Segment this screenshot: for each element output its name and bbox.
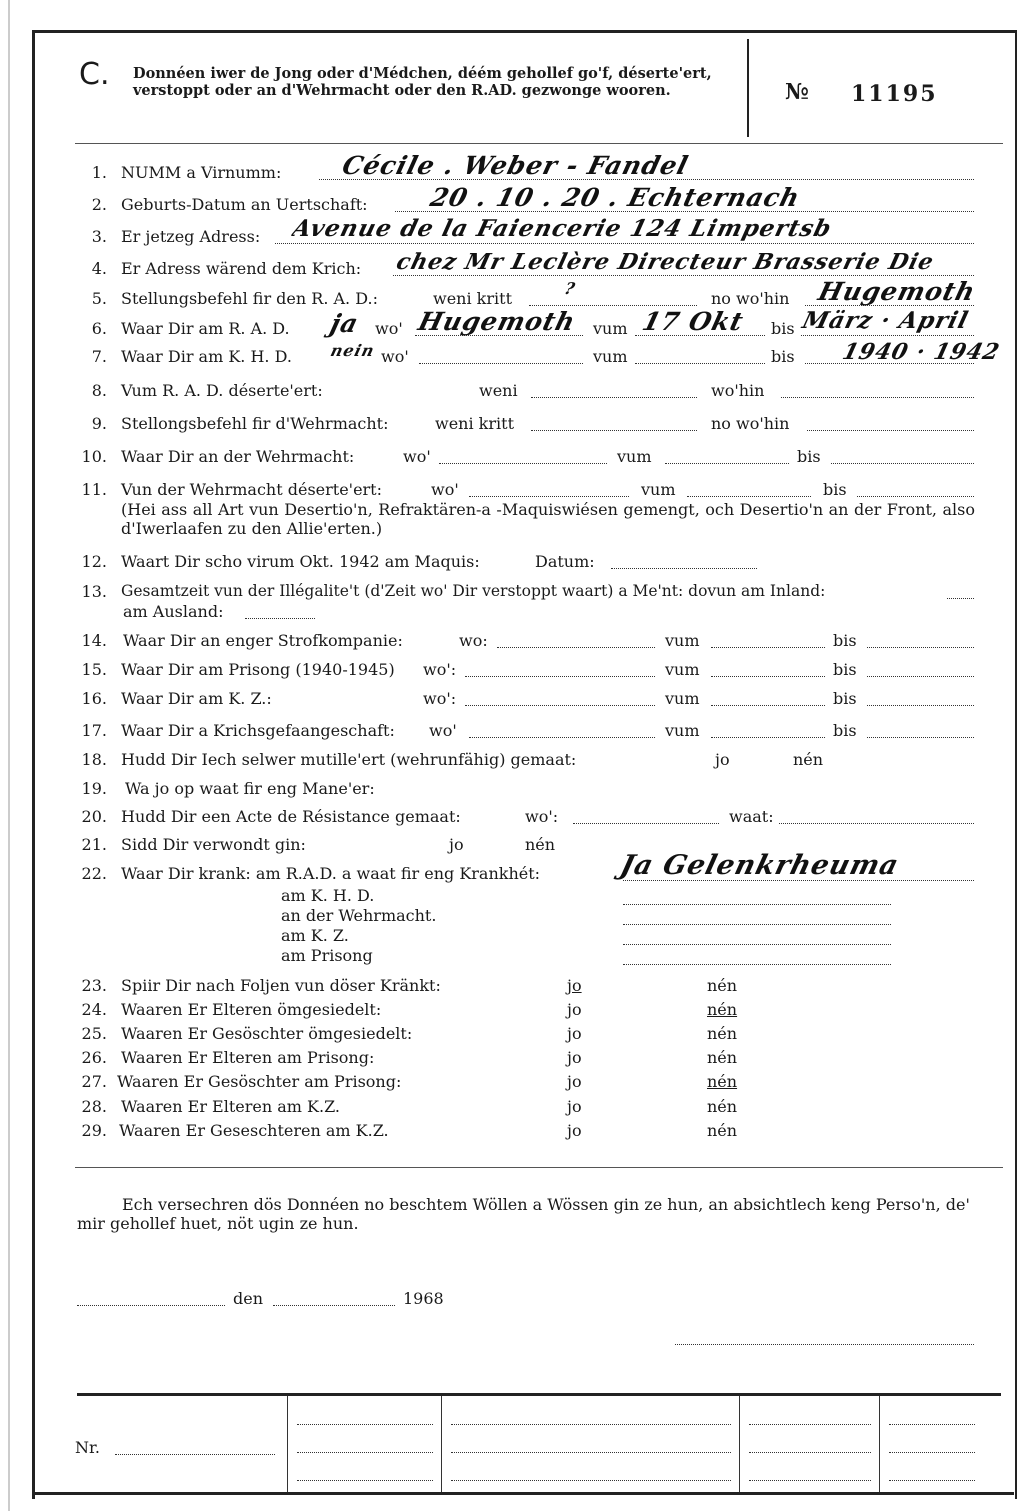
row-number: 16.: [81, 689, 107, 708]
answer-line[interactable]: [623, 948, 891, 965]
answer-line[interactable]: [245, 602, 315, 619]
scan-edge: [8, 0, 10, 1511]
footer-field[interactable]: [451, 1423, 731, 1425]
row-24: [35, 1000, 1015, 1022]
vum-label: vum: [665, 631, 700, 650]
answer-line[interactable]: [867, 689, 974, 706]
row-number: 1.: [91, 163, 107, 182]
row-number: 22.: [81, 864, 107, 883]
wo-label: wo':: [423, 689, 457, 708]
footer-field[interactable]: [451, 1479, 731, 1481]
row-number: 28.: [81, 1097, 107, 1116]
no-wohin-label: no wo'hin: [711, 289, 790, 308]
handwritten-years: 1940 · 1942: [839, 339, 1003, 365]
footer-divider: [441, 1396, 442, 1494]
no-wohin-label: no wo'hin: [711, 414, 790, 433]
row-number: 25.: [81, 1024, 107, 1043]
form-page: [32, 30, 1017, 1499]
declaration-text: Ech versechren dös Donnéen no beschtem Wöllen a Wössen gin ze hun, an absichtlech keng Perso'n, de' mir gehollef huet, nöt ugin ze hun.: [77, 1195, 970, 1233]
wo-label: wo': [429, 721, 457, 740]
row-8: [35, 381, 1015, 403]
row-label: Wa jo op waat fir eng Mane'er:: [125, 779, 375, 798]
sub-label-kz: am K. Z.: [281, 926, 349, 945]
vum-label: vum: [617, 447, 652, 466]
answer-line[interactable]: [711, 631, 825, 648]
row-label: Waaren Er Gesöschter am Prisong:: [117, 1072, 402, 1091]
answer-line[interactable]: [465, 689, 655, 706]
footer-field[interactable]: [889, 1479, 975, 1481]
answer-line[interactable]: [867, 631, 974, 648]
answer-line[interactable]: [947, 582, 974, 599]
answer-line[interactable]: [831, 447, 974, 464]
row-6: [35, 307, 1015, 341]
answer-line[interactable]: [531, 414, 697, 431]
number-symbol: №: [785, 79, 809, 105]
weni-kritt-label: weni kritt: [433, 289, 512, 308]
row-label: Stellongsbefehl fir d'Wehrmacht:: [121, 414, 389, 433]
answer-line[interactable]: [497, 631, 655, 648]
bis-label: bis: [833, 631, 857, 650]
wo-label: wo':: [525, 807, 559, 826]
answer-line[interactable]: [611, 552, 757, 569]
row-label: Waar Dir am K. Z.:: [121, 689, 272, 708]
row-2: [35, 183, 1015, 217]
answer-line[interactable]: [573, 807, 719, 824]
nen-option[interactable]: nén: [707, 976, 738, 995]
sub-label-prisong: am Prisong: [281, 946, 373, 965]
wohin-label: wo'hin: [711, 381, 765, 400]
row-27: [35, 1072, 1015, 1094]
answer-line[interactable]: [635, 347, 765, 364]
handwritten-birth: 20 . 10 . 20 . Echternach: [427, 183, 804, 212]
vum-label: vum: [641, 480, 676, 499]
den-label: den: [233, 1289, 264, 1308]
row-label: Er jetzeg Adress:: [121, 227, 261, 246]
footer-field[interactable]: [451, 1451, 731, 1453]
row-number: 19.: [81, 779, 107, 798]
answer-line[interactable]: [623, 888, 891, 905]
place-field[interactable]: [77, 1289, 225, 1306]
row-label: Waaren Er Elteren am Prisong:: [121, 1048, 375, 1067]
row-label: Waar Dir an der Wehrmacht:: [121, 447, 355, 466]
row-number: 11.: [81, 480, 107, 499]
row-number: 21.: [81, 835, 107, 854]
row-23: [35, 976, 1015, 998]
weni-label: weni: [479, 381, 518, 400]
bis-label: bis: [833, 721, 857, 740]
answer-line[interactable]: [779, 807, 974, 824]
row-14: [35, 631, 1015, 653]
jo-option[interactable]: jo: [567, 1072, 582, 1091]
row-number: 5.: [91, 289, 107, 308]
bis-label: bis: [833, 689, 857, 708]
row-label: Waar Dir krank: am R.A.D. a waat fir eng Krankhét:: [121, 864, 541, 883]
row-3: [35, 215, 1015, 249]
waat-label: waat:: [729, 807, 774, 826]
year-label: 1968: [403, 1289, 444, 1308]
row-label: Waar Dir a Krichsgefaangeschaft:: [121, 721, 395, 740]
handwritten-to: März · April: [799, 307, 972, 334]
answer-line[interactable]: [687, 480, 811, 497]
row-label: Waaren Er Geseschteren am K.Z.: [119, 1121, 389, 1140]
handwritten-from: 17 Okt: [639, 307, 747, 336]
page-bottom-border: [32, 1492, 1014, 1495]
footer-table-top: [77, 1393, 1001, 1396]
answer-line[interactable]: [781, 381, 974, 398]
row-number: 29.: [81, 1121, 107, 1140]
bis-label: bis: [797, 447, 821, 466]
jo-option[interactable]: jo: [567, 976, 582, 995]
row-number: 24.: [81, 1000, 107, 1019]
row-label: Stellungsbefehl fir den R. A. D.:: [121, 289, 378, 308]
row-number: 18.: [81, 750, 107, 769]
handwritten-mark: ?: [562, 279, 578, 298]
vum-label: vum: [665, 689, 700, 708]
row-number: 6.: [91, 319, 107, 338]
answer-line[interactable]: [711, 721, 825, 738]
nr-field[interactable]: [115, 1453, 275, 1455]
row-number: 17.: [81, 721, 107, 740]
row-9: [35, 414, 1015, 436]
row-number: 27.: [81, 1072, 107, 1091]
row-number: 10.: [81, 447, 107, 466]
footer-field[interactable]: [297, 1479, 433, 1481]
bis-label: bis: [771, 319, 795, 338]
row-number: 7.: [91, 347, 107, 366]
answer-line[interactable]: [807, 414, 974, 431]
row-11: [35, 480, 1015, 542]
row-number: 13.: [81, 582, 107, 601]
row-16: [35, 689, 1015, 711]
row-1: [35, 151, 1015, 185]
footer-field[interactable]: [889, 1451, 975, 1453]
row-26: [35, 1048, 1015, 1070]
datum-label: Datum:: [535, 552, 595, 571]
nen-option[interactable]: nén: [707, 1097, 738, 1116]
jo-option[interactable]: jo: [567, 1121, 582, 1140]
row-22: [35, 850, 1015, 974]
row-number: 12.: [81, 552, 107, 571]
row-28: [35, 1097, 1015, 1119]
row-number: 8.: [91, 381, 107, 400]
footer-divider: [287, 1396, 288, 1494]
answer-line[interactable]: [665, 447, 789, 464]
answer-line[interactable]: [469, 721, 655, 738]
handwritten-address: Avenue de la Faiencerie 124 Limpertsb: [289, 215, 835, 242]
weni-kritt-label: weni kritt: [435, 414, 514, 433]
answer-line[interactable]: [419, 347, 583, 364]
row-number: 20.: [81, 807, 107, 826]
footer-field[interactable]: [297, 1451, 433, 1453]
date-field[interactable]: [273, 1289, 395, 1306]
nen-option[interactable]: nén: [793, 750, 824, 769]
row-label: Er Adress wärend dem Krich:: [121, 259, 362, 278]
form-header: [35, 33, 1015, 137]
handwritten-place: Hugemoth: [415, 307, 579, 336]
wo-label: wo':: [423, 660, 457, 679]
row-label: Sidd Dir verwondt gin:: [121, 835, 306, 854]
sub-label-wehrmacht: an der Wehrmacht.: [281, 906, 437, 925]
row-number: 14.: [81, 631, 107, 650]
wo-label: wo:: [459, 631, 488, 650]
nen-option[interactable]: nén: [525, 835, 556, 854]
answer-line[interactable]: [867, 660, 974, 677]
row-label: Waar Dir am Prisong (1940-1945): [121, 660, 395, 679]
header-rule: [75, 143, 1003, 144]
footer-field[interactable]: [749, 1423, 871, 1425]
row-18: [35, 750, 1015, 772]
answer-line[interactable]: [469, 480, 629, 497]
jo-option[interactable]: jo: [567, 1024, 582, 1043]
row-number: 26.: [81, 1048, 107, 1067]
handwritten-ja: ja: [327, 309, 362, 338]
nen-option[interactable]: nén: [707, 1000, 738, 1019]
header-divider: [747, 39, 749, 137]
handwritten-nein: nein: [328, 341, 377, 360]
row-12: [35, 552, 1015, 574]
row-label: Hudd Dir Iech selwer mutille'ert (wehrunfähig) gemaat:: [121, 750, 577, 769]
section-description: Donnéen iwer de Jong oder d'Médchen, déém gehollef go'f, déserte'ert, verstoppt oder an d'Wehrmacht oder den R.AD. gezwonge wooren.: [133, 65, 712, 99]
answer-line[interactable]: [711, 689, 825, 706]
row-number: 3.: [91, 227, 107, 246]
jo-option[interactable]: jo: [449, 835, 464, 854]
answer-line[interactable]: [623, 908, 891, 925]
row-label: Waar Dir am R. A. D.: [121, 319, 290, 338]
nen-option[interactable]: nén: [707, 1048, 738, 1067]
vum-label: vum: [593, 347, 628, 366]
nen-option[interactable]: nén: [707, 1072, 738, 1091]
nen-option[interactable]: nén: [707, 1121, 738, 1140]
row-10: [35, 447, 1015, 469]
answer-line[interactable]: [439, 447, 607, 464]
row-label: Waar Dir an enger Strofkompanie:: [123, 631, 403, 650]
answer-line[interactable]: [711, 660, 825, 677]
wo-label: wo': [375, 319, 403, 338]
handwritten-illness: Ja Gelenkrheuma: [617, 850, 903, 881]
bis-label: bis: [823, 480, 847, 499]
row-label: Spiir Dir nach Foljen vun döser Kränkt:: [121, 976, 441, 995]
row-number: 15.: [81, 660, 107, 679]
handwritten-place: Hugemoth: [815, 277, 979, 306]
row-label: Waaren Er Gesöschter ömgesiedelt:: [121, 1024, 413, 1043]
footer-field[interactable]: [749, 1479, 871, 1481]
row-label: Gesamtzeit vun der Illégalite't (d'Zeit wo' Dir verstoppt waart) a Me'nt: dovun am Inland:: [121, 582, 826, 600]
row-label: Hudd Dir een Acte de Résistance gemaat:: [121, 807, 461, 826]
row-label: Vun der Wehrmacht déserte'ert:: [121, 480, 382, 499]
date-line: [35, 1289, 1015, 1311]
answer-line[interactable]: [623, 928, 891, 945]
row-label: NUMM a Virnumm:: [121, 163, 282, 182]
row-19: [35, 779, 1015, 801]
answer-line[interactable]: [857, 480, 974, 497]
signature-line[interactable]: [675, 1328, 974, 1345]
handwritten-war-address: chez Mr Leclère Directeur Brasserie Die: [393, 249, 937, 275]
nr-label: Nr.: [75, 1438, 100, 1457]
row-25: [35, 1024, 1015, 1046]
ausland-label: am Ausland:: [123, 602, 224, 621]
row-label: Geburts-Datum an Uertschaft:: [121, 195, 368, 214]
row-label: Waaren Er Elteren ömgesiedelt:: [121, 1000, 382, 1019]
vum-label: vum: [593, 319, 628, 338]
answer-line[interactable]: [529, 289, 697, 306]
row-20: [35, 807, 1015, 829]
row-number: 4.: [91, 259, 107, 278]
handwritten-name: Cécile . Weber - Fandel: [339, 151, 692, 180]
row-15: [35, 660, 1015, 682]
nen-option[interactable]: nén: [707, 1024, 738, 1043]
row-label: Waaren Er Elteren am K.Z.: [121, 1097, 341, 1116]
wo-label: wo': [431, 480, 459, 499]
footer-divider: [879, 1396, 880, 1494]
answer-line[interactable]: [867, 721, 974, 738]
wo-label: wo': [381, 347, 409, 366]
row-17: [35, 721, 1015, 743]
footer-field[interactable]: [297, 1423, 433, 1425]
vum-label: vum: [665, 660, 700, 679]
row-number: 2.: [91, 195, 107, 214]
sub-label-khd: am K. H. D.: [281, 886, 375, 905]
vum-label: vum: [665, 721, 700, 740]
footer-divider: [739, 1396, 740, 1494]
row-label: Waart Dir scho virum Okt. 1942 am Maquis:: [121, 552, 480, 571]
jo-option[interactable]: jo: [567, 1097, 582, 1116]
row-number: 9.: [91, 414, 107, 433]
form-number: 11195: [851, 81, 938, 107]
row-13: [35, 582, 1015, 624]
wo-label: wo': [403, 447, 431, 466]
row-29: [35, 1121, 1015, 1143]
row-label: Vum R. A. D. déserte'ert:: [121, 381, 323, 400]
jo-option[interactable]: jo: [567, 1048, 582, 1067]
jo-option[interactable]: jo: [715, 750, 730, 769]
footer-field[interactable]: [889, 1423, 975, 1425]
desertion-note: (Hei ass all Art vun Desertio'n, Refraktären-a -Maquiswiésen gemengt, och Desertio'n an der Front, also d'Iwerlaafen zu den Allie'erten.): [121, 500, 975, 538]
bis-label: bis: [771, 347, 795, 366]
section-rule: [75, 1167, 1003, 1168]
answer-line[interactable]: [465, 660, 655, 677]
row-7: [35, 339, 1015, 369]
row-number: 23.: [81, 976, 107, 995]
section-letter: C.: [79, 57, 110, 92]
answer-line[interactable]: [531, 381, 697, 398]
footer-field[interactable]: [749, 1451, 871, 1453]
jo-option[interactable]: jo: [567, 1000, 582, 1019]
row-label: Waar Dir am K. H. D.: [121, 347, 292, 366]
bis-label: bis: [833, 660, 857, 679]
